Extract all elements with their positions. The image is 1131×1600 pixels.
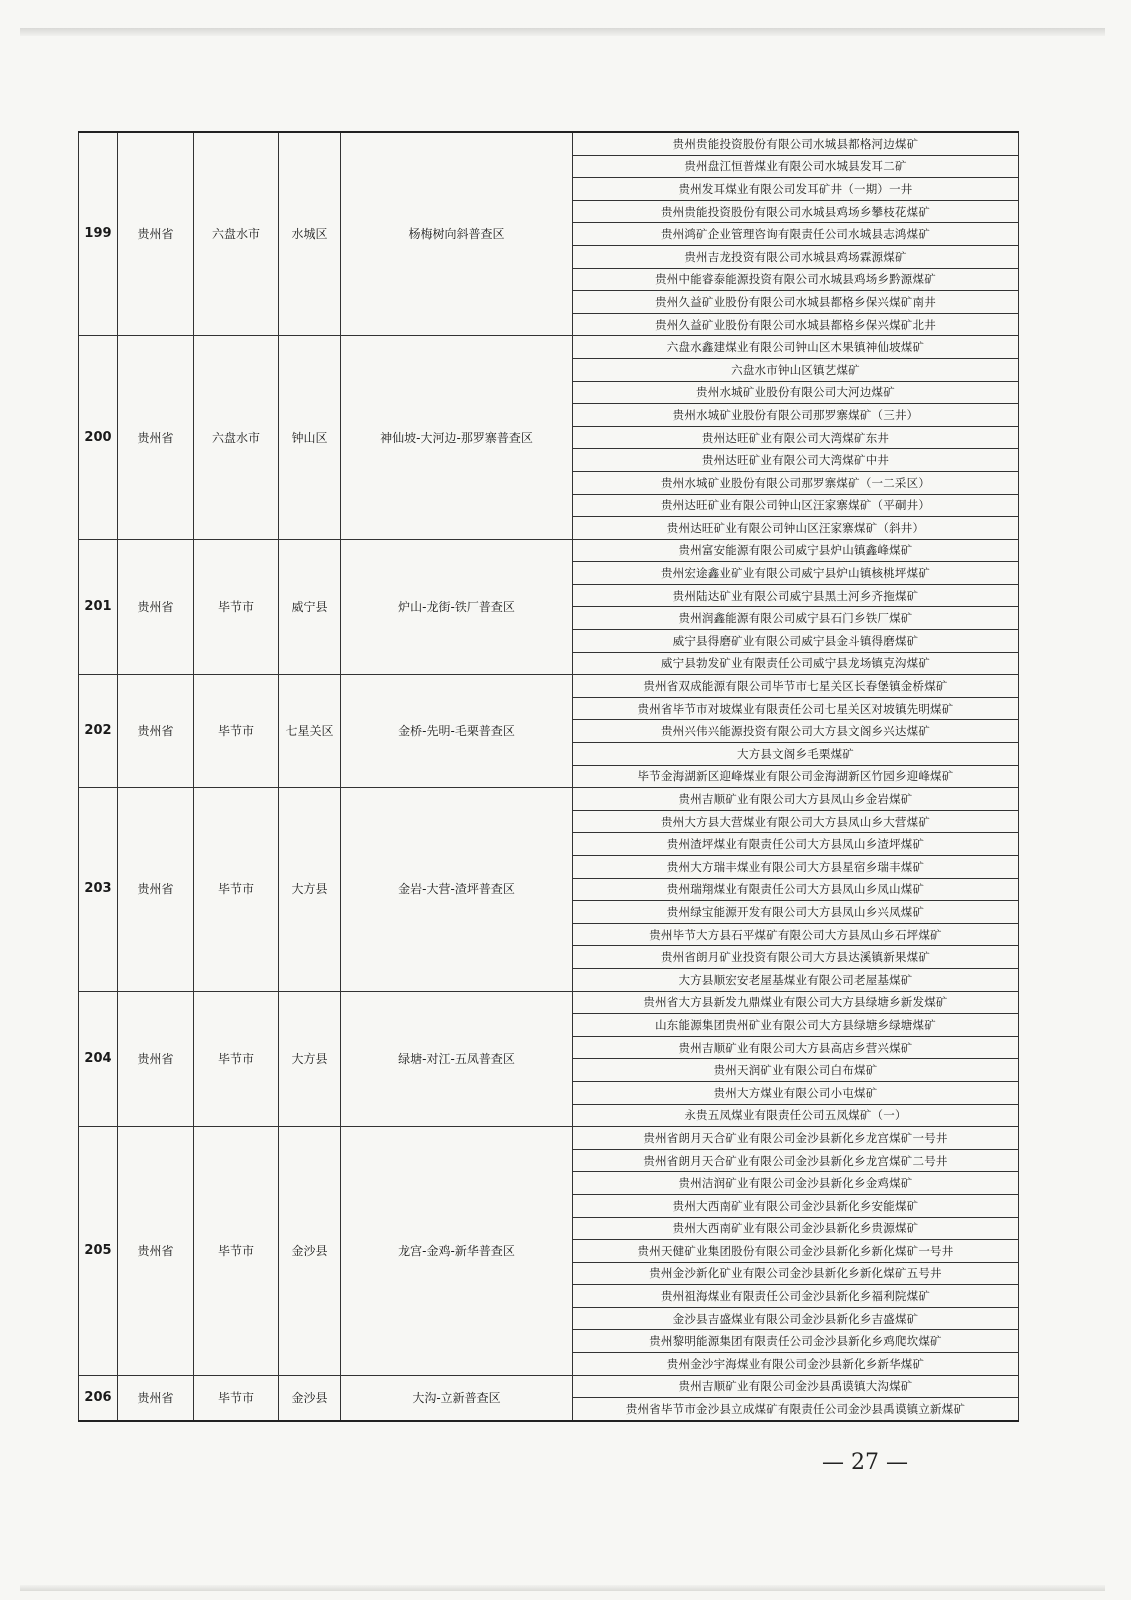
mine-name-cell: 毕节金海湖新区迎峰煤业有限公司金海湖新区竹园乡迎峰煤矿 [573,765,1019,788]
mine-name-cell: 大方县顺宏安老屋基煤业有限公司老屋基煤矿 [573,968,1019,991]
survey-area-cell: 炉山-龙街-铁厂普查区 [341,539,573,675]
row-number: 204 [79,991,118,1127]
mine-name-cell: 贵州省毕节市对坡煤业有限责任公司七星关区对坡镇先明煤矿 [573,697,1019,720]
mine-name-cell: 大方县文阁乡毛栗煤矿 [573,743,1019,766]
row-number: 200 [79,336,118,539]
county-cell: 钟山区 [279,336,341,539]
mine-name-cell: 贵州鸿矿企业管理咨询有限责任公司水城县志鸿煤矿 [573,223,1019,246]
city-cell: 毕节市 [194,991,279,1127]
row-number: 203 [79,788,118,991]
mine-name-cell: 贵州水城矿业股份有限公司那罗寨煤矿（三井） [573,404,1019,427]
survey-area-cell: 金桥-先明-毛栗普查区 [341,675,573,788]
mine-name-cell: 贵州省朗月天合矿业有限公司金沙县新化乡龙宫煤矿一号井 [573,1127,1019,1150]
mine-name-cell: 贵州省朗月天合矿业有限公司金沙县新化乡龙宫煤矿二号井 [573,1149,1019,1172]
table-row [79,788,1019,811]
scan-edge-bottom [20,1585,1105,1591]
mine-name-cell: 贵州达旺矿业有限公司大湾煤矿中井 [573,449,1019,472]
province-cell: 贵州省 [118,788,194,991]
survey-area-cell: 神仙坡-大河边-那罗寨普查区 [341,336,573,539]
mine-name-cell: 贵州久益矿业股份有限公司水城县都格乡保兴煤矿南井 [573,291,1019,314]
mine-name-cell: 贵州达旺矿业有限公司大湾煤矿东井 [573,426,1019,449]
mine-name-cell: 贵州省朗月矿业投资有限公司大方县达溪镇新果煤矿 [573,946,1019,969]
mine-name-cell: 贵州贵能投资股份有限公司水城县都格河边煤矿 [573,132,1019,155]
survey-area-cell: 金岩-大营-渣坪普查区 [341,788,573,991]
mine-name-cell: 贵州润鑫能源有限公司威宁县石门乡铁厂煤矿 [573,607,1019,630]
mine-name-cell: 贵州水城矿业股份有限公司那罗寨煤矿（一二采区） [573,471,1019,494]
mine-name-cell: 贵州天健矿业集团股份有限公司金沙县新化乡新化煤矿一号井 [573,1240,1019,1263]
city-cell: 毕节市 [194,1127,279,1376]
mine-name-cell: 贵州吉顺矿业有限公司大方县高店乡营兴煤矿 [573,1036,1019,1059]
province-cell: 贵州省 [118,539,194,675]
mine-name-cell: 贵州久益矿业股份有限公司水城县都格乡保兴煤矿北井 [573,313,1019,336]
county-cell: 金沙县 [279,1375,341,1421]
mine-name-cell: 贵州大西南矿业有限公司金沙县新化乡安能煤矿 [573,1194,1019,1217]
row-number: 199 [79,132,118,336]
mine-name-cell: 威宁县勃发矿业有限责任公司威宁县龙场镇克沟煤矿 [573,652,1019,675]
province-cell: 贵州省 [118,132,194,336]
mine-name-cell: 贵州吉龙投资有限公司水城县鸡场霖源煤矿 [573,245,1019,268]
survey-area-cell: 大沟-立新普查区 [341,1375,573,1421]
mine-name-cell: 贵州吉顺矿业有限公司金沙县禹谟镇大沟煤矿 [573,1375,1019,1398]
survey-area-cell: 绿塘-对江-五凤普查区 [341,991,573,1127]
province-cell: 贵州省 [118,1375,194,1421]
mine-name-cell: 威宁县得磨矿业有限公司威宁县金斗镇得磨煤矿 [573,630,1019,653]
city-cell: 毕节市 [194,1375,279,1421]
mine-name-cell: 贵州陆达矿业有限公司威宁县黑土河乡齐拖煤矿 [573,584,1019,607]
table-body [79,132,1019,1421]
mine-name-cell: 贵州达旺矿业有限公司钟山区汪家寨煤矿（斜井） [573,517,1019,540]
mine-name-cell: 贵州宏途鑫业矿业有限公司威宁县炉山镇核桃坪煤矿 [573,562,1019,585]
table-row [79,336,1019,359]
province-cell: 贵州省 [118,1127,194,1376]
row-number: 202 [79,675,118,788]
table-row [79,539,1019,562]
survey-area-cell: 龙宫-金鸡-新华普查区 [341,1127,573,1376]
county-cell: 大方县 [279,788,341,991]
province-cell: 贵州省 [118,336,194,539]
county-cell: 大方县 [279,991,341,1127]
mine-name-cell: 贵州渣坪煤业有限责任公司大方县凤山乡渣坪煤矿 [573,833,1019,856]
mine-name-cell: 六盘水市钟山区镇艺煤矿 [573,358,1019,381]
table-row [79,675,1019,698]
mine-name-cell: 贵州黎明能源集团有限责任公司金沙县新化乡鸡爬坎煤矿 [573,1330,1019,1353]
mine-name-cell: 贵州中能睿泰能源投资有限公司水城县鸡场乡黔源煤矿 [573,268,1019,291]
mine-name-cell: 贵州吉顺矿业有限公司大方县凤山乡金岩煤矿 [573,788,1019,811]
table-row [79,991,1019,1014]
row-number: 205 [79,1127,118,1376]
mine-name-cell: 贵州发耳煤业有限公司发耳矿井（一期）一井 [573,178,1019,201]
mining-area-table-container [78,131,1018,1422]
mine-name-cell: 贵州大方县大营煤业有限公司大方县凤山乡大营煤矿 [573,810,1019,833]
county-cell: 金沙县 [279,1127,341,1376]
table-row [79,1127,1019,1150]
mine-name-cell: 贵州大方瑞丰煤业有限公司大方县星宿乡瑞丰煤矿 [573,856,1019,879]
mine-name-cell: 贵州富安能源有限公司威宁县炉山镇鑫峰煤矿 [573,539,1019,562]
mine-name-cell: 贵州省大方县新发九鼎煤业有限公司大方县绿塘乡新发煤矿 [573,991,1019,1014]
scan-edge-top [20,28,1105,36]
mine-name-cell: 六盘水鑫建煤业有限公司钟山区木果镇神仙坡煤矿 [573,336,1019,359]
mining-area-table [78,131,1019,1422]
city-cell: 六盘水市 [194,336,279,539]
county-cell: 水城区 [279,132,341,336]
mine-name-cell: 永贵五凤煤业有限责任公司五凤煤矿（一） [573,1104,1019,1127]
county-cell: 威宁县 [279,539,341,675]
mine-name-cell: 贵州绿宝能源开发有限公司大方县凤山乡兴凤煤矿 [573,901,1019,924]
mine-name-cell: 贵州水城矿业股份有限公司大河边煤矿 [573,381,1019,404]
county-cell: 七星关区 [279,675,341,788]
mine-name-cell: 贵州天润矿业有限公司白布煤矿 [573,1059,1019,1082]
mine-name-cell: 贵州兴伟兴能源投资有限公司大方县文阁乡兴达煤矿 [573,720,1019,743]
row-number: 201 [79,539,118,675]
mine-name-cell: 贵州省双成能源有限公司毕节市七星关区长春堡镇金桥煤矿 [573,675,1019,698]
mine-name-cell: 贵州祖海煤业有限责任公司金沙县新化乡福利院煤矿 [573,1285,1019,1308]
city-cell: 毕节市 [194,675,279,788]
row-number: 206 [79,1375,118,1421]
mine-name-cell: 贵州达旺矿业有限公司钟山区汪家寨煤矿（平硐井） [573,494,1019,517]
mine-name-cell: 贵州大方煤业有限公司小屯煤矿 [573,1081,1019,1104]
mine-name-cell: 贵州金沙新化矿业有限公司金沙县新化乡新化煤矿五号井 [573,1262,1019,1285]
mine-name-cell: 贵州省毕节市金沙县立成煤矿有限责任公司金沙县禹谟镇立新煤矿 [573,1398,1019,1421]
city-cell: 毕节市 [194,788,279,991]
mine-name-cell: 贵州瑞翔煤业有限责任公司大方县凤山乡凤山煤矿 [573,878,1019,901]
mine-name-cell: 贵州毕节大方县石平煤矿有限公司大方县凤山乡石坪煤矿 [573,923,1019,946]
mine-name-cell: 金沙县吉盛煤业有限公司金沙县新化乡吉盛煤矿 [573,1307,1019,1330]
table-row [79,1375,1019,1398]
mine-name-cell: 贵州大西南矿业有限公司金沙县新化乡贵源煤矿 [573,1217,1019,1240]
survey-area-cell: 杨梅树向斜普查区 [341,132,573,336]
province-cell: 贵州省 [118,675,194,788]
mine-name-cell: 贵州金沙宇海煤业有限公司金沙县新化乡新华煤矿 [573,1353,1019,1376]
table-row [79,132,1019,155]
page-number: — 27 — [822,1450,908,1475]
city-cell: 毕节市 [194,539,279,675]
province-cell: 贵州省 [118,991,194,1127]
mine-name-cell: 贵州贵能投资股份有限公司水城县鸡场乡攀枝花煤矿 [573,200,1019,223]
mine-name-cell: 贵州洁润矿业有限公司金沙县新化乡金鸡煤矿 [573,1172,1019,1195]
city-cell: 六盘水市 [194,132,279,336]
mine-name-cell: 山东能源集团贵州矿业有限公司大方县绿塘乡绿塘煤矿 [573,1014,1019,1037]
mine-name-cell: 贵州盘江恒普煤业有限公司水城县发耳二矿 [573,155,1019,178]
